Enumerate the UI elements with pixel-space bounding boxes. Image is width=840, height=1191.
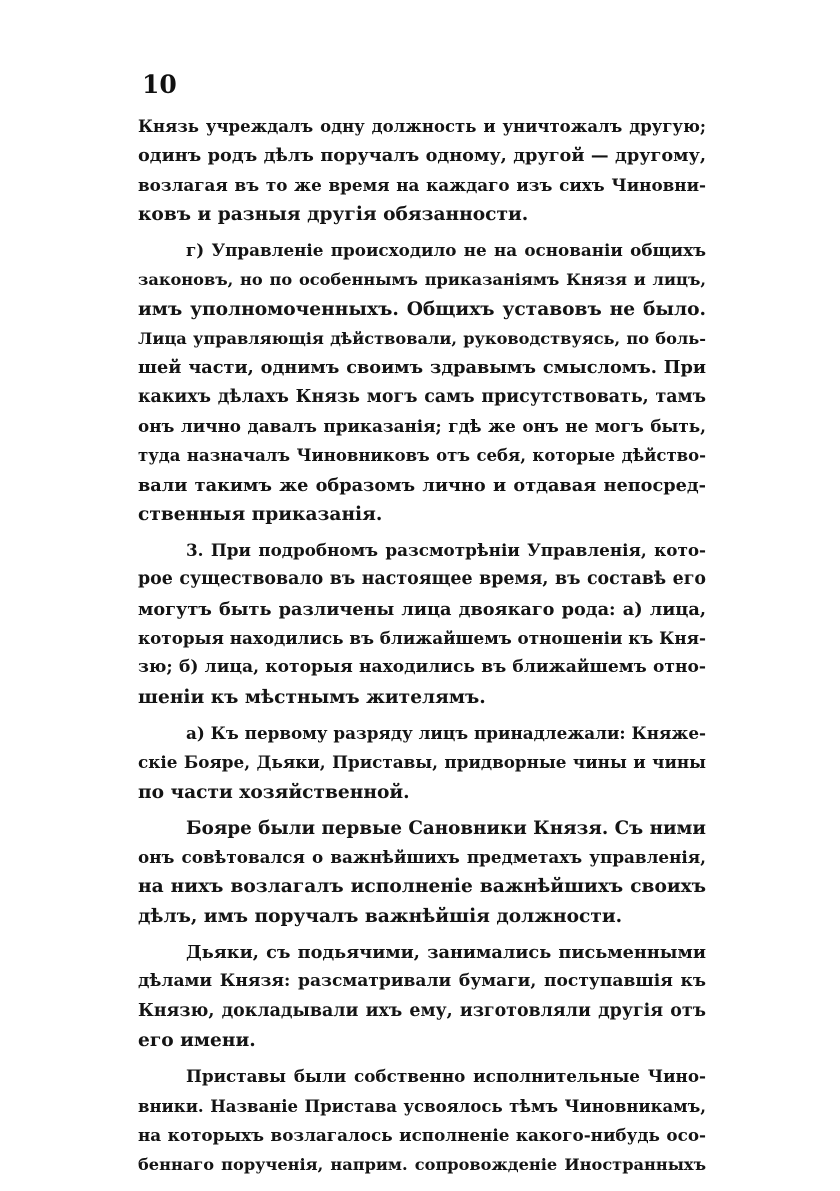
- text-line: Дьяки, съ подьячими, занимались письменными: [186, 942, 706, 964]
- text-line: одинъ родъ дѣлъ поручалъ одному, другой — другому,: [138, 145, 706, 167]
- text-line: дѣлами Князя: разсматривали бумаги, поступавшія къ: [138, 971, 706, 992]
- text-line: г) Управленіе происходило не на основаніи общихъ: [186, 240, 706, 261]
- text-line: на нихъ возлагалъ исполненіе важнѣйшихъ своихъ: [138, 876, 706, 898]
- paragraph-gap: [138, 807, 706, 814]
- text-line: по части хозяйственной.: [138, 781, 410, 803]
- text-line: шеніи къ мѣстнымъ жителямъ.: [138, 686, 486, 708]
- body-text: [138, 112, 706, 1179]
- text-line: возлагая въ то же время на каждаго изъ сихъ Чиновни-: [138, 174, 706, 195]
- text-line: скіе Бояре, Дьяки, Приставы, придворные чины и чины: [138, 752, 706, 773]
- text-line: зю; б) лица, которыя находились въ ближайшемъ отно-: [138, 657, 706, 678]
- text-line: которыя находились въ ближайшемъ отношеніи къ Кня-: [138, 628, 706, 649]
- text-line: онъ лично давалъ приказанія; гдѣ же онъ не могъ быть,: [138, 415, 706, 436]
- paragraph-gap: [138, 931, 706, 938]
- text-line: ковъ и разныя другія обязанности.: [138, 203, 529, 225]
- paragraph-gap: [138, 529, 706, 536]
- paragraph-gap: [138, 229, 706, 236]
- paragraph-gap: [138, 1055, 706, 1062]
- text-line: Бояре были первые Сановники Князя. Съ ними: [186, 817, 706, 839]
- text-line: на которыхъ возлагалось исполненіе какого-нибудь осо-: [138, 1124, 706, 1145]
- text-line: Лица управляющія дѣйствовали, руководствуясь, по боль-: [138, 329, 706, 349]
- text-line: вники. Названіе Пристава усвоялось тѣмъ Чиновникамъ,: [138, 1096, 706, 1116]
- text-line: шей части, однимъ своимъ здравымъ смысломъ. При: [138, 357, 706, 379]
- text-line: Князь учреждалъ одну должность и уничтожалъ другую;: [138, 117, 706, 136]
- paragraph-gap: [138, 712, 706, 719]
- page-number: 10: [142, 70, 177, 99]
- text-line: имъ уполномоченныхъ. Общихъ уставовъ не было.: [138, 298, 706, 320]
- text-line: 3. При подробномъ разсмотрѣніи Управленія, кото-: [186, 540, 706, 561]
- text-line: какихъ дѣлахъ Князь могъ самъ присутствовать, тамъ: [138, 386, 706, 407]
- text-line: его имени.: [138, 1029, 256, 1051]
- text-line: вали такимъ же образомъ лично и отдавая непосред-: [138, 474, 706, 496]
- text-line: а) Къ первому разряду лицъ принадлежали: Княже-: [186, 722, 706, 743]
- text-line: ственныя приказанія.: [138, 503, 383, 525]
- text-line: законовъ, но по особеннымъ приказаніямъ Князя и лицъ,: [138, 270, 706, 290]
- text-line: туда назначалъ Чиновниковъ отъ себя, которые дѣйство-: [138, 446, 706, 466]
- text-line: беннаго порученія, наприм. сопровожденіе Иностранныхъ: [138, 1155, 706, 1175]
- text-line: Князю, докладывали ихъ ему, изготовляли другія отъ: [138, 1000, 706, 1021]
- text-line: могутъ быть различены лица двоякаго рода: а) лица,: [138, 598, 706, 620]
- text-line: дѣлъ, имъ поручалъ важнѣйшія должности.: [138, 905, 623, 927]
- text-line: рое существовало въ настоящее время, въ составѣ его: [138, 569, 706, 590]
- text-line: Приставы были собственно исполнительные Чино-: [186, 1066, 706, 1087]
- text-line: онъ совѣтовался о важнѣйшихъ предметахъ управленія,: [138, 847, 706, 868]
